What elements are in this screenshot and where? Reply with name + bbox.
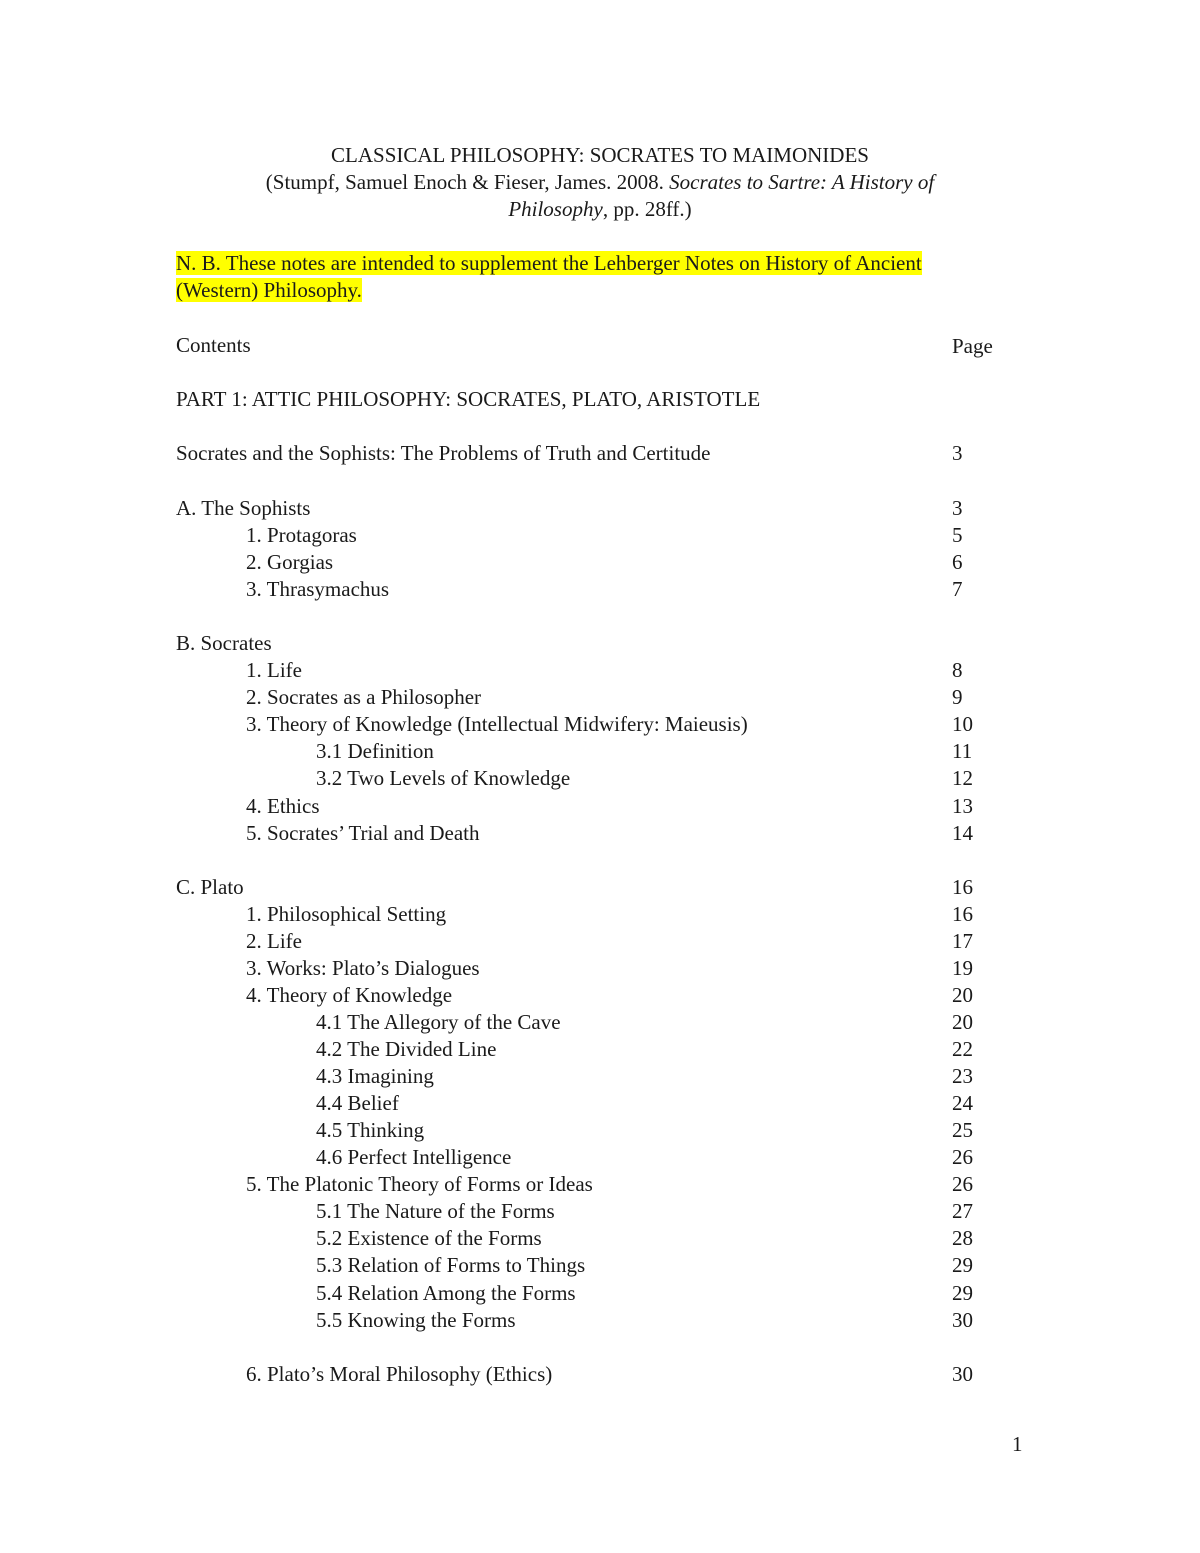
toc-entry-page: 30 [952, 1362, 973, 1386]
toc-entry: 2. Gorgias [246, 550, 334, 574]
toc-entry-page: 6 [952, 550, 963, 574]
toc-entry-page: 7 [952, 577, 963, 601]
toc-entry: 5.3 Relation of Forms to Things [316, 1253, 586, 1277]
page-number: 1 [1012, 1432, 1023, 1456]
toc-entry-page: 22 [952, 1037, 973, 1061]
toc-entry: 4. Ethics [246, 794, 320, 818]
toc-entry-page: 3 [952, 441, 963, 465]
citation-prefix: (Stumpf, Samuel Enoch & Fieser, James. 2008. [265, 170, 670, 194]
document-title: CLASSICAL PHILOSOPHY: SOCRATES TO MAIMONIDES [331, 143, 869, 167]
toc-entry-page: 26 [952, 1172, 973, 1196]
toc-entry-page: 13 [952, 794, 973, 818]
citation-book-title-part-2: Philosophy [508, 197, 603, 221]
toc-entry: 5.1 The Nature of the Forms [316, 1199, 555, 1223]
toc-entry-page: 26 [952, 1145, 973, 1169]
toc-entry-page: 16 [952, 902, 973, 926]
toc-entry: 4.3 Imagining [316, 1064, 434, 1088]
toc-entry-page: 20 [952, 983, 973, 1007]
page-column-label: Page [952, 334, 993, 358]
citation-book-title-part-1: Socrates to Sartre: A History of [669, 170, 935, 194]
toc-entry: 3. Theory of Knowledge (Intellectual Midwifery: Maieusis) [246, 712, 748, 736]
toc-entry: 3. Works: Plato’s Dialogues [246, 956, 480, 980]
toc-entry: 4. Theory of Knowledge [246, 983, 453, 1007]
toc-entry-page: 19 [952, 956, 973, 980]
citation-suffix: , pp. 28ff.) [602, 197, 692, 221]
toc-entry: A. The Sophists [176, 496, 311, 520]
toc-entry: 3. Thrasymachus [246, 577, 390, 601]
toc-entry: 4.5 Thinking [316, 1118, 425, 1142]
toc-entry: 4.2 The Divided Line [316, 1037, 497, 1061]
part-heading: PART 1: ATTIC PHILOSOPHY: SOCRATES, PLATO, ARISTOTLE [176, 387, 761, 411]
toc-entry: 6. Plato’s Moral Philosophy (Ethics) [246, 1362, 553, 1386]
toc-entry-page: 8 [952, 658, 963, 682]
highlighted-note-line-1: N. B. These notes are intended to supplement the Lehberger Notes on History of Ancient [176, 251, 922, 275]
toc-entry-page: 9 [952, 685, 963, 709]
toc-entry: 5.4 Relation Among the Forms [316, 1281, 576, 1305]
toc-entry-page: 11 [952, 739, 973, 763]
toc-entry-page: 5 [952, 523, 963, 547]
toc-entry: 5. The Platonic Theory of Forms or Ideas [246, 1172, 593, 1196]
toc-entry-page: 25 [952, 1118, 973, 1142]
toc-entry-page: 17 [952, 929, 973, 953]
toc-entry: 2. Socrates as a Philosopher [246, 685, 482, 709]
toc-entry-page: 23 [952, 1064, 973, 1088]
contents-label: Contents [176, 333, 251, 357]
toc-entry: 4.4 Belief [316, 1091, 399, 1115]
toc-entry: 5.5 Knowing the Forms [316, 1308, 516, 1332]
toc-entry: B. Socrates [176, 631, 272, 655]
toc-entry-page: 3 [952, 496, 963, 520]
toc-entry-page: 30 [952, 1308, 973, 1332]
toc-entry-page: 24 [952, 1091, 973, 1115]
toc-entry-page: 14 [952, 821, 973, 845]
toc-entry-page: 12 [952, 766, 973, 790]
toc-entry-page: 10 [952, 712, 973, 736]
citation-line-1 [0, 169, 1200, 196]
toc-entry: 5.2 Existence of the Forms [316, 1226, 542, 1250]
toc-entry: 1. Life [246, 658, 302, 682]
toc-entry: 4.6 Perfect Intelligence [316, 1145, 512, 1169]
toc-entry: 5. Socrates’ Trial and Death [246, 821, 480, 845]
toc-entry: 3.2 Two Levels of Knowledge [316, 766, 571, 790]
toc-entry: Socrates and the Sophists: The Problems of Truth and Certitude [176, 441, 711, 465]
toc-entry-page: 20 [952, 1010, 973, 1034]
toc-entry: 1. Protagoras [246, 523, 357, 547]
toc-entry-page: 29 [952, 1281, 973, 1305]
toc-entry-page: 28 [952, 1226, 973, 1250]
toc-entry: 3.1 Definition [316, 739, 434, 763]
toc-entry-page: 16 [952, 875, 973, 899]
toc-entry: C. Plato [176, 875, 244, 899]
toc-entry-page: 27 [952, 1199, 973, 1223]
toc-entry-page: 29 [952, 1253, 973, 1277]
citation-line-2 [0, 196, 1200, 223]
toc-entry: 1. Philosophical Setting [246, 902, 447, 926]
highlighted-note-line-2: (Western) Philosophy. [176, 278, 362, 302]
toc-entry: 4.1 The Allegory of the Cave [316, 1010, 561, 1034]
toc-entry: 2. Life [246, 929, 302, 953]
